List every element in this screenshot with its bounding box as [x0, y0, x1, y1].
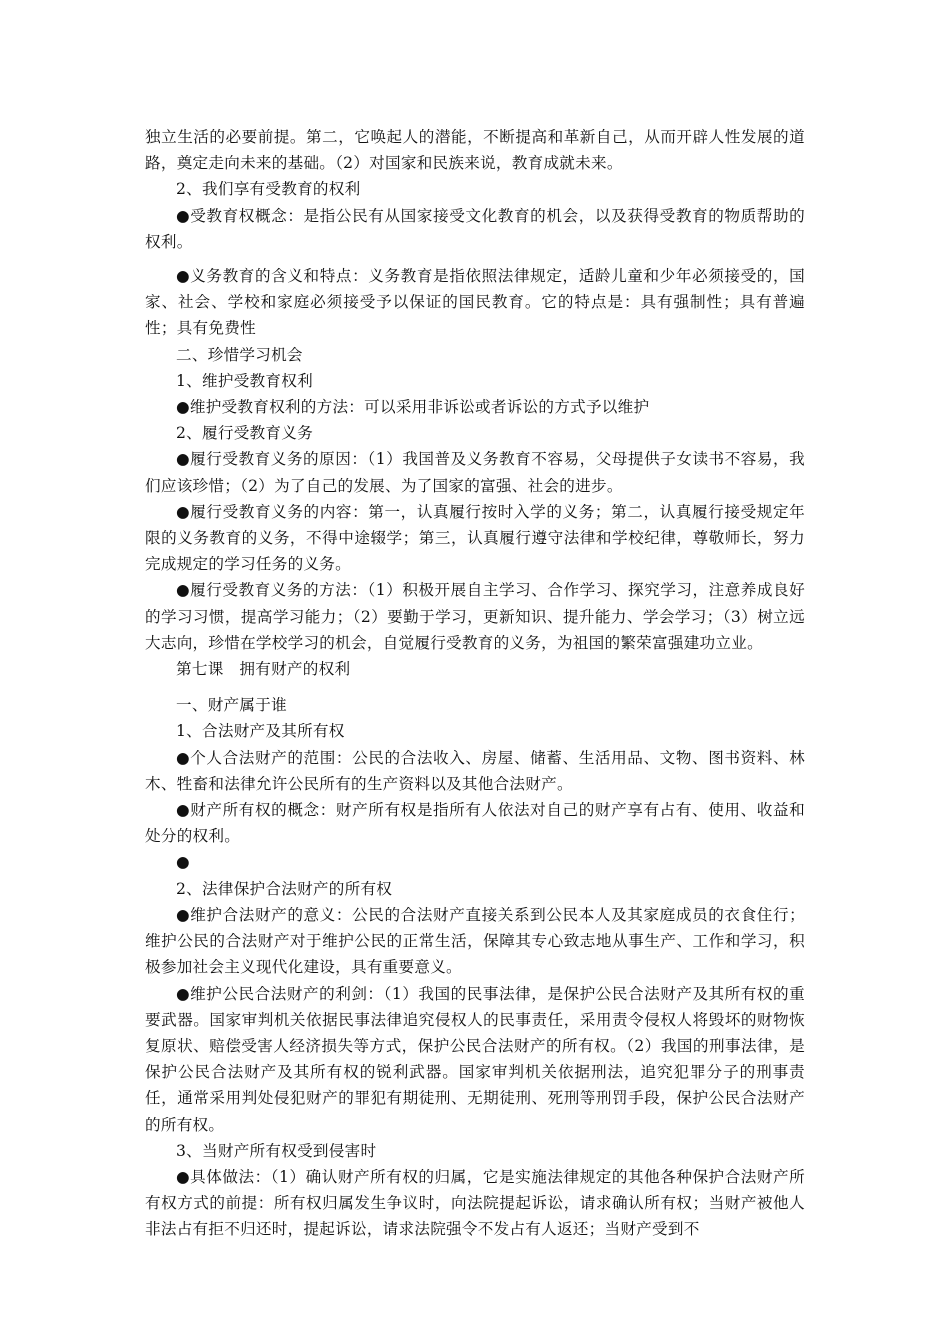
section-heading: 2、履行受教育义务	[176, 424, 313, 443]
section-heading: 1、合法财产及其所有权	[176, 722, 345, 741]
bullet-paragraph: ●维护受教育权利的方法：可以采用非诉讼或者诉讼的方式予以维护	[176, 398, 650, 417]
bullet-paragraph: ●受教育权概念：是指公民有从国家接受文化教育的机会，以及获得受教育的物质帮助的权利。	[145, 206, 805, 251]
section-heading: 2、法律保护合法财产的所有权	[176, 879, 393, 898]
bullet-paragraph: ●	[176, 853, 190, 872]
paragraph: 独立生活的必要前提。第二，它唤起人的潜能，不断提高和革新自己，从而开辟人性发展的道路，奠定走向未来的基础。（2）对国家和民族来说，教育成就未来。	[145, 128, 805, 173]
bullet-paragraph: ●义务教育的含义和特点：义务教育是指依照法律规定，适龄儿童和少年必须接受的，国家、社会、学校和家庭必须接受予以保证的国民教育。它的特点是：具有强制性；具有普遍性；具有免费性	[145, 267, 805, 338]
bullet-paragraph: ●维护公民合法财产的利剑：（1）我国的民事法律，是保护公民合法财产及其所有权的重要武器。国家审判机关依据民事法律追究侵权人的民事责任，采用责令侵权人将毁坏的财物恢复原状、赔偿受害人经济损失等方式，保护公民合法财产的所有权。（2）我国的刑事法律，是保护公民合法财产及其所有权的锐利武器。国家审判机关依据刑法，追究犯罪分子的刑事责任，通常采用判处侵犯财产的罪犯有期徒刑、无期徒刑、死刑等刑罚手段，保护公民合法财产的所有权。	[145, 984, 805, 1134]
section-heading: 1、维护受教育权利	[176, 371, 313, 390]
section-heading: 二、珍惜学习机会	[176, 345, 303, 364]
section-heading: 3、当财产所有权受到侵害时	[176, 1141, 377, 1160]
bullet-paragraph: ●财产所有权的概念：财产所有权是指所有人依法对自己的财产享有占有、使用、收益和处分的权利。	[145, 801, 805, 846]
section-heading: 一、财产属于谁	[176, 696, 287, 715]
bullet-paragraph: ●个人合法财产的范围：公民的合法收入、房屋、储蓄、生活用品、文物、图书资料、林木、牲畜和法律允许公民所有的生产资料以及其他合法财产。	[145, 748, 805, 793]
bullet-paragraph: ●具体做法：（1）确认财产所有权的归属，它是实施法律规定的其他各种保护合法财产所有权方式的前提：所有权归属发生争议时，向法院提起诉讼，请求确认所有权；当财产被他人非法占有拒不归还时，提起诉讼，请求法院强令不发占有人返还；当财产受到不	[145, 1167, 805, 1239]
bullet-paragraph: ●履行受教育义务的原因：（1）我国普及义务教育不容易，父母提供子女读书不容易，我们应该珍惜；（2）为了自己的发展、为了国家的富强、社会的进步。	[145, 450, 805, 495]
section-heading: 2、我们享有受教育的权利	[176, 180, 361, 199]
bullet-paragraph: ●履行受教育义务的内容：第一，认真履行按时入学的义务；第二，认真履行接受规定年限的义务教育的义务，不得中途辍学；第三，认真履行遵守法律和学校纪律，尊敬师长，努力完成规定的学习任务的义务。	[145, 502, 805, 574]
bullet-paragraph: ●维护合法财产的意义：公民的合法财产直接关系到公民本人及其家庭成员的衣食住行；维护公民的合法财产对于维护公民的正常生活，保障其专心致志地从事生产、工作和学习，积极参加社会主义现代化建设，具有重要意义。	[145, 905, 805, 977]
lesson-heading: 第七课 拥有财产的权利	[176, 660, 351, 679]
bullet-paragraph: ●履行受教育义务的方法：（1）积极开展自主学习、合作学习、探究学习，注意养成良好的学习习惯，提高学习能力；（2）要勤于学习，更新知识、提升能力、学会学习；（3）树立远大志向，珍惜在学校学习的机会，自觉履行受教育的义务，为祖国的繁荣富强建功立业。	[145, 581, 805, 652]
document-body	[145, 124, 805, 1243]
